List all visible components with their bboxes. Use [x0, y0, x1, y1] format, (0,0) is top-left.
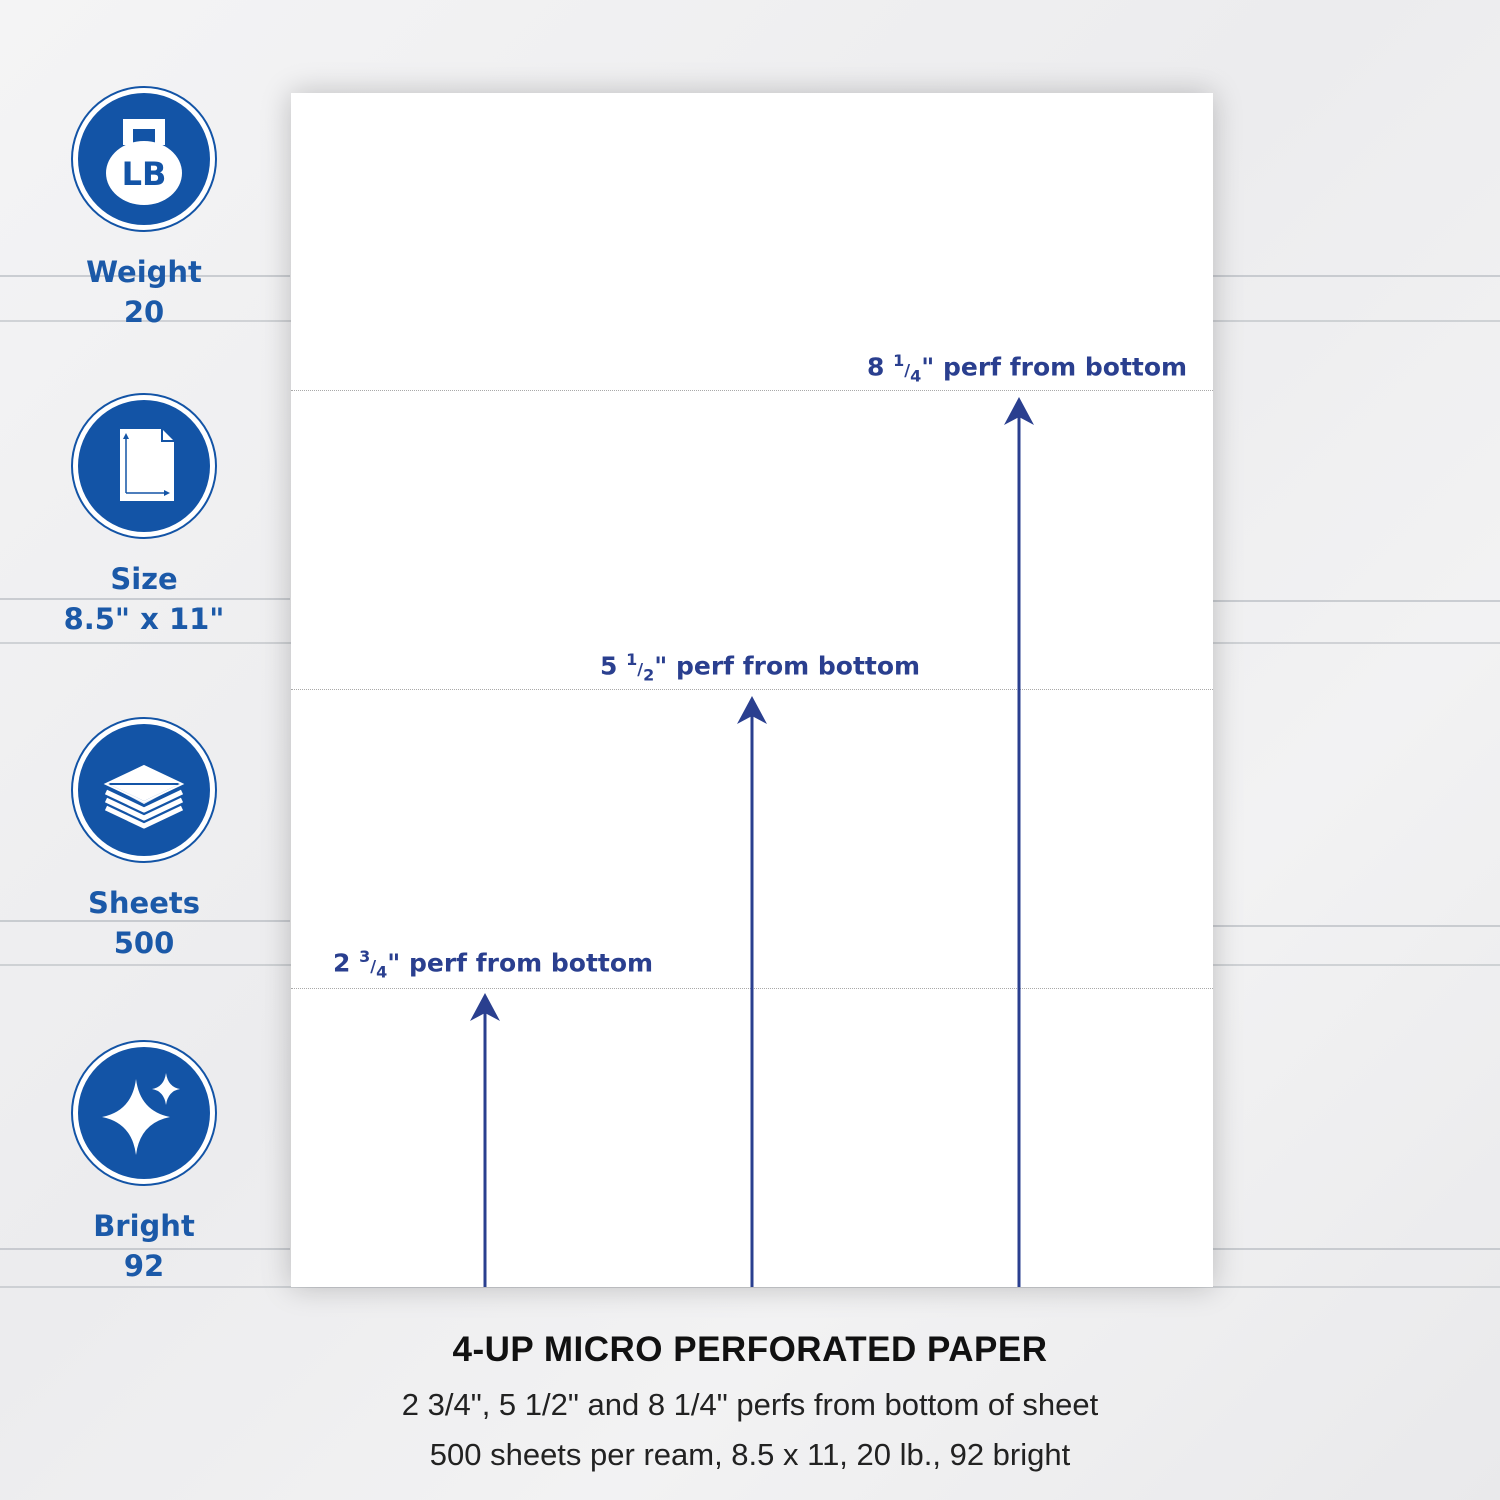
perf-label-8-1-4: 8 $^1/_4$" perf from bottom [867, 351, 1188, 386]
plank-seam [1213, 1248, 1500, 1250]
weight-label: Weight [86, 255, 202, 289]
paper-stack-icon [98, 744, 190, 836]
kettlebell-lb-icon [99, 111, 189, 207]
perf-label-2-3-4: 2 $^3/_4$" perf from bottom [333, 947, 654, 982]
sheets-label: Sheets [88, 886, 200, 920]
feature-weight [50, 86, 238, 332]
bright-value: 92 [123, 1249, 165, 1283]
feature-bright [50, 1040, 238, 1286]
caption-line-2: 500 sheets per ream, 8.5 x 11, 20 lb., 92 bright [429, 1437, 1071, 1472]
size-label: Size [110, 562, 178, 596]
weight-value: 20 [123, 295, 165, 329]
paper-size-icon [104, 421, 184, 511]
plank-seam [1213, 600, 1500, 602]
feature-size [50, 393, 238, 639]
perf-label-5-1-2: 5 $^1/_2$" perf from bottom [600, 650, 921, 685]
feature-sheets [50, 717, 238, 963]
sheets-value: 500 [113, 926, 175, 960]
plank-seam [1213, 275, 1500, 277]
lb-text: LB [121, 155, 167, 193]
size-badge [71, 393, 217, 539]
bright-label: Bright [93, 1209, 195, 1243]
size-value: 8.5" x 11" [63, 602, 225, 636]
perf-arrows [291, 93, 1213, 1287]
plank-seam [1213, 925, 1500, 927]
sheets-badge [71, 717, 217, 863]
arrow-8-1-4 [1004, 397, 1034, 1287]
caption-title: 4-UP MICRO PERFORATED PAPER [452, 1330, 1048, 1369]
caption-line-1: 2 3/4", 5 1/2" and 8 1/4" perfs from bottom of sheet [401, 1387, 1099, 1422]
sparkle-icon [96, 1065, 192, 1161]
arrow-5-1-2 [737, 696, 767, 1287]
arrow-2-3-4 [470, 993, 500, 1287]
weight-badge [71, 86, 217, 232]
bright-badge [71, 1040, 217, 1186]
paper-sheet [291, 93, 1213, 1287]
